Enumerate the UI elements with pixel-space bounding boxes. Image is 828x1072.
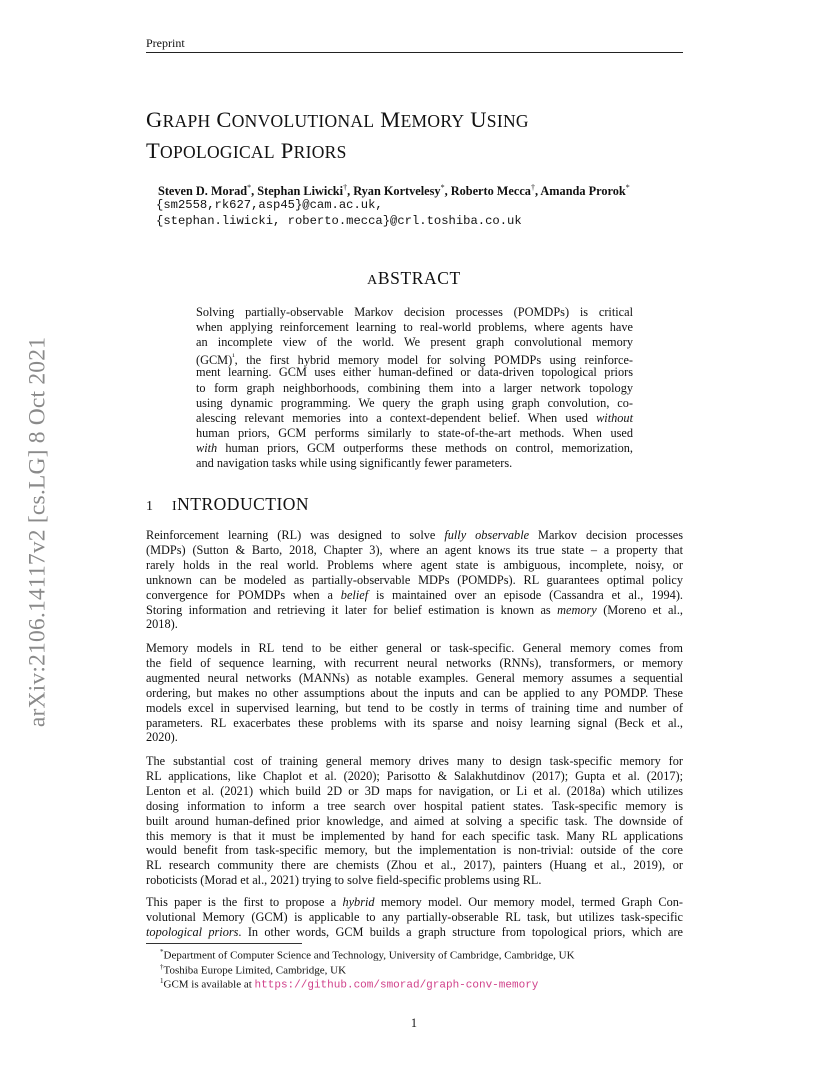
paragraph-line: RL applications, like Chaplot et al. (2020); Parisotto & Salakhutdinov (2017); Gupta et al. (2017); [146,768,683,783]
abstract-line: Solving partially-observable Markov decision processes (POMDPs) is critical [196,305,633,319]
email-line-2: {stephan.liwicki, roberto.mecca}@crl.toshiba.co.uk [156,214,522,228]
paragraph-line: 2020). [146,730,178,745]
footnote-affiliation-toshiba: †Toshiba Europe Limited, Cambridge, UK [160,963,347,977]
paragraph-line: This paper is the first to propose a hybrid memory model. Our memory model, termed Graph Con- [146,895,683,909]
section-title: INTRODUCTION [172,494,310,514]
github-link[interactable]: https://github.com/smorad/graph-conv-memory [254,979,539,992]
paragraph-line: topological priors. In other words, GCM builds a graph structure from topological priors, which are [146,924,683,939]
paragraph-line: would benefit from task-specific memory, but the implementation is non-trivial: outside of the core [146,843,683,858]
paragraph-line: roboticists (Morad et al., 2021) trying to solve field-specific problems using RL. [146,873,542,888]
title-line-1: GRAPH CONVOLUTIONAL MEMORY USING [146,107,529,132]
footnote-rule [146,943,302,944]
paragraph-line: Storing information and retrieving it later for belief estimation is known as memory (Moreno et al., [146,602,683,617]
section-number: 1 [146,499,154,514]
paragraph-line: convergence for POMDPs when a belief is maintained over an episode (Cassandra et al., 1994). [146,587,683,602]
abstract-line: an incomplete view of the world. We present graph convolutional memory [196,335,633,350]
abstract-line: using dynamic programming. We query the graph using graph convolution, co- [196,395,633,410]
title-line-2: TOPOLOGICAL PRIORS [146,138,347,163]
arxiv-id-text: arXiv:2106.14117v2 [cs.LG] 8 Oct 2021 [24,336,51,728]
paragraph-line: RL research community there are chemists (Zhou et al., 2017), painters (Huang et al., 2019), or [146,858,683,873]
paragraph-line: dosing information to inform a tree search over hospital patient states. Task-specific memory is [146,798,683,813]
abstract-line: human priors, GCM performs similarly to state-of-the-art methods. When used [196,425,633,440]
page-number: 1 [410,1016,418,1030]
abstract-line: with human priors, GCM outperforms these methods on control, memorization, [196,440,633,455]
abstract-line: alescing relevant memories into a context-dependent belief. When used without [196,410,633,425]
paragraph-line: the field of sequence learning, with recurrent neural networks (RNNs), transformers, or memory [146,655,683,670]
section-heading-introduction [146,494,309,515]
abstract-line: to form graph neighborhoods, combining them into a larger network topology [196,380,633,395]
paragraph-line: ordering, but makes no other assumptions about the inputs and can be applied to any POMDP. These [146,685,683,700]
paragraph-line: (MDPs) (Sutton & Barto, 2018, Chapter 3), where an agent knows its true state – a property that [146,542,683,557]
paragraph-line: parameters. RL exacerbates these problems with its sparse and noisy learning signal (Beck et al., [146,715,683,730]
paragraph-line: 2018). [146,617,178,632]
author-list: Steven D. Morad*, Stephan Liwicki†, Ryan Kortvelesy*, Roberto Mecca†, Amanda Prorok* [158,183,630,199]
abstract-line: ment learning. GCM uses either human-defined or data-driven topological priors [196,365,633,380]
footnote-code-availability: $^1$GCM is available at https://github.com/smorad/graph-conv-memory [160,977,539,992]
paragraph-line: this memory is that it must be implemented by hand for each specific task. Many RL applications [146,828,683,843]
paragraph-line: rarely holds in the real world. Problems where agent state is ambiguous, incomplete, noisy, or [146,557,683,572]
paper-title [146,105,686,167]
running-head: Preprint [146,36,185,50]
abstract-line: and navigation tasks while using significantly fewer parameters. [196,456,513,470]
abstract-heading-text: ABSTRACT [367,268,461,288]
paragraph-line: built around human-defined prior knowledge, and aimed at solving a specific task. The downside of [146,813,683,828]
paragraph-line: Reinforcement learning (RL) was designed to solve fully observable Markov decision processes [146,528,683,542]
abstract-line: (GCM)$^{^1}$, the first hybrid memory model for solving POMDPs using reinforce- [196,352,633,368]
paragraph-line: volutional Memory (GCM) is applicable to any partially-obserable RL task, but utilizes task-specific [146,909,683,924]
paragraph-line: Memory models in RL tend to be either general or task-specific. General memory comes from [146,641,683,655]
header-rule [146,52,683,53]
abstract-line: when applying reinforcement learning to real-world problems, where agents have [196,320,633,335]
email-line-1: {sm2558,rk627,asp45}@cam.ac.uk, [156,198,383,212]
paragraph-line: Lenton et al. (2021) which build 2D or 3D maps for navigation, or Li et al. (2018a) which utilizes [146,783,683,798]
paragraph-line: unknown can be modeled as partially-observable MDPs (POMDPs). RL guarantees optimal policy [146,572,683,587]
footnote-affiliation-cambridge: *Department of Computer Science and Technology, University of Cambridge, Cambridge, UK [160,948,575,962]
abstract-heading [0,268,828,289]
paragraph-line: The substantial cost of training general memory drives many to design task-specific memory for [146,754,683,768]
paragraph-line: augmented neural networks (MANNs) as notable examples. General memory assumes a sequential [146,670,683,685]
paragraph-line: models excel in supervised learning, but tend to be costly in terms of training time and number of [146,700,683,715]
